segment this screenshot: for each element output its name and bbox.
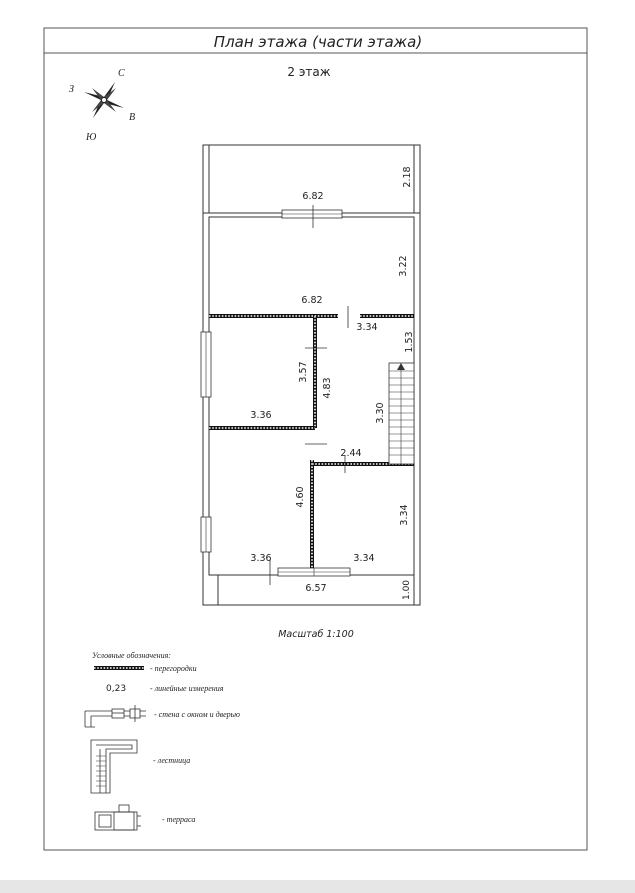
dim-bottom-right-width: 3.34 (353, 553, 375, 564)
dim-bottom-terrace-depth: 1.00 (402, 579, 412, 601)
compass-west: З (69, 84, 74, 95)
dim-corridor-width: 3.34 (356, 322, 378, 333)
staircase (389, 363, 414, 464)
dim-bottom-left-depth: 4.60 (295, 486, 306, 508)
left-window-2 (201, 517, 211, 552)
dim-left-room-depth: 3.57 (298, 361, 309, 383)
legend-title: Условные обозначения: (92, 651, 171, 660)
dim-big-room-width: 6.82 (301, 295, 323, 306)
legend-stairs-label: - лестница (153, 756, 191, 765)
legend-wall-label: - стена с окном и дверью (154, 710, 240, 719)
legend-measurements-label: - линейные измерения (150, 684, 224, 693)
scale-label: Масштаб 1:100 (278, 629, 354, 640)
legend-partitions-label: - перегородки (150, 664, 197, 673)
floor-label: 2 этаж (287, 65, 331, 79)
compass-east: В (129, 112, 136, 123)
dim-bottom-left-width: 3.36 (250, 553, 272, 564)
dim-stair-length: 3.30 (375, 402, 386, 424)
dim-bottom-terrace-width: 6.57 (305, 583, 327, 594)
paper-bottom-shadow (0, 880, 635, 893)
legend-measure-sample: 0,23 (106, 684, 127, 694)
dim-corridor-top: 1.53 (404, 331, 415, 353)
left-window-1 (201, 332, 211, 397)
bottom-window (278, 568, 350, 576)
dim-terrace-top-width: 6.82 (302, 191, 324, 202)
dim-left-room-width: 3.36 (250, 410, 272, 421)
plan-title: План этажа (части этажа) (213, 33, 423, 51)
dim-terrace-top-depth: 2.18 (402, 166, 413, 188)
dim-corridor-height: 4.83 (322, 377, 333, 399)
dim-stair-width: 2.44 (340, 448, 362, 459)
compass-south: Ю (86, 132, 97, 143)
legend-terrace-label: - терраса (162, 815, 196, 824)
dim-big-room-depth: 3.22 (398, 255, 409, 277)
compass-north: С (118, 68, 125, 79)
dim-bottom-right-depth: 3.34 (399, 504, 410, 526)
